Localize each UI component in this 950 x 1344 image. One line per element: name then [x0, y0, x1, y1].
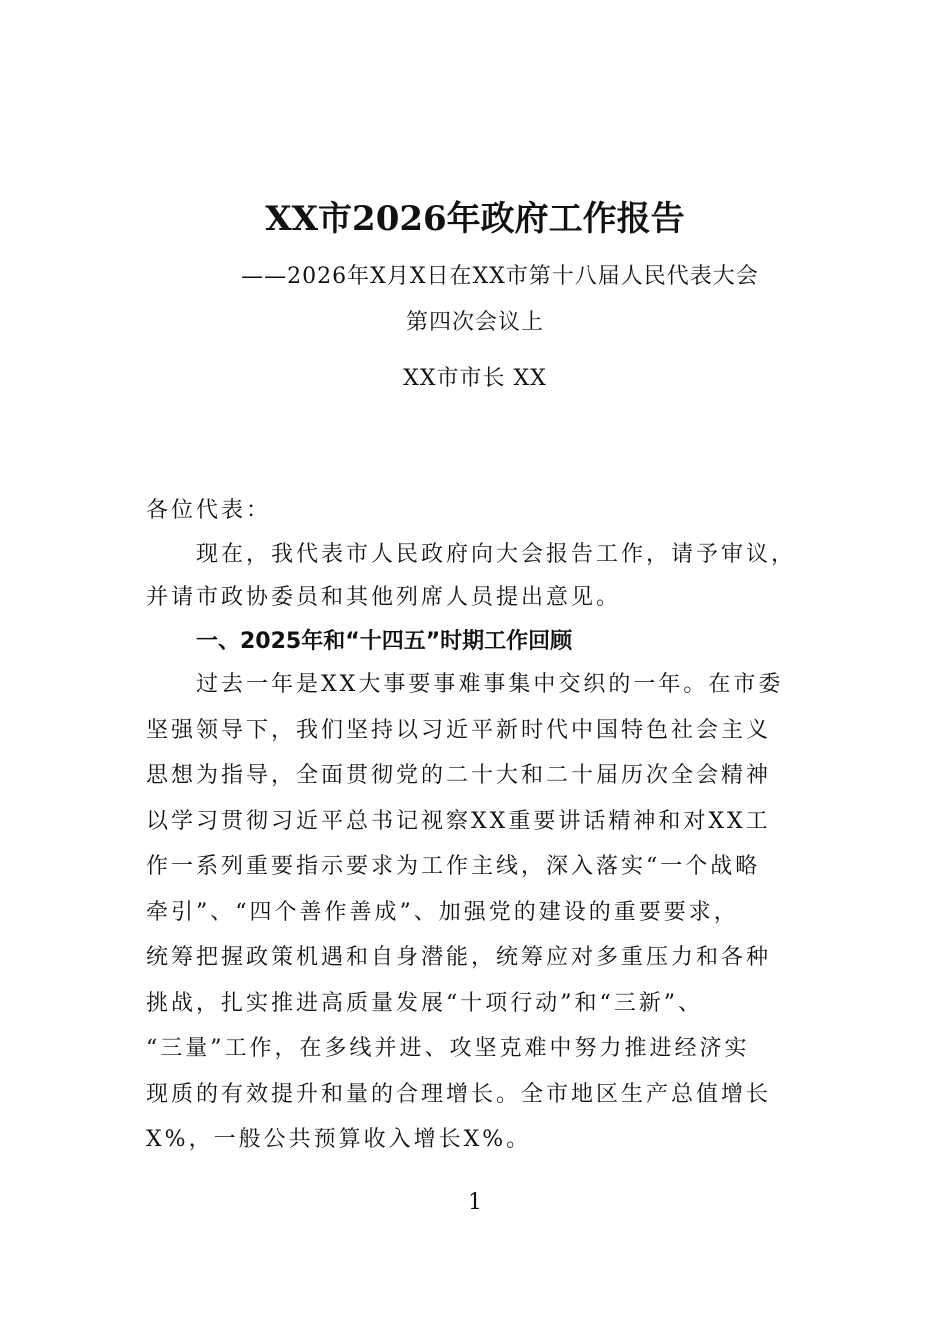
paragraph-line: “三量”工作，在多线并进、攻坚克难中努力推进经济实: [146, 1036, 750, 1061]
report-author: XX市市长 XX: [403, 366, 547, 391]
report-title: XX市2026年政府工作报告: [265, 199, 685, 239]
report-subtitle-line2: 第四次会议上: [405, 310, 544, 335]
intro-line-2: 并请市政协委员和其他列席人员提出意见。: [146, 585, 622, 610]
paragraph-line: 作一系列重要指示要求为工作主线，深入落实“一个战略: [146, 854, 761, 879]
intro-line-1: 现在，我代表市人民政府向大会报告工作，请予审议，: [196, 542, 797, 567]
greeting: 各位代表：: [146, 498, 272, 523]
paragraph-line: 统筹把握政策机遇和自身潜能，统筹应对多重压力和各种: [146, 945, 772, 970]
paragraph-line: 坚强领导下，我们坚持以习近平新时代中国特色社会主义: [146, 717, 772, 743]
paragraph-line: 以学习贯彻习近平总书记视察XX重要讲话精神和对XX工: [146, 808, 771, 834]
page-number: 1: [468, 1190, 482, 1215]
paragraph-line: 过去一年是XX大事要事难事集中交织的一年。在市委: [196, 672, 784, 697]
body-paragraph: [146, 662, 816, 1163]
paragraph-line: 思想为指导，全面贯彻党的二十大和二十届历次全会精神: [146, 763, 772, 788]
paragraph-line: 牵引”、“四个善作善成”、加强党的建设的重要要求，: [146, 899, 739, 925]
paragraph-line: 挑战，扎实推进高质量发展“十项行动”和“三新”、: [146, 990, 703, 1016]
section-heading: 一、2025年和“十四五”时期工作回顾: [196, 629, 573, 654]
report-subtitle-line1: ——2026年X月X日在XX市第十八届人民代表大会: [241, 264, 759, 289]
paragraph-line: X%，一般公共预算收入增长X%。: [146, 1127, 532, 1152]
paragraph-line: 现质的有效提升和量的合理增长。全市地区生产总值增长: [146, 1081, 772, 1107]
